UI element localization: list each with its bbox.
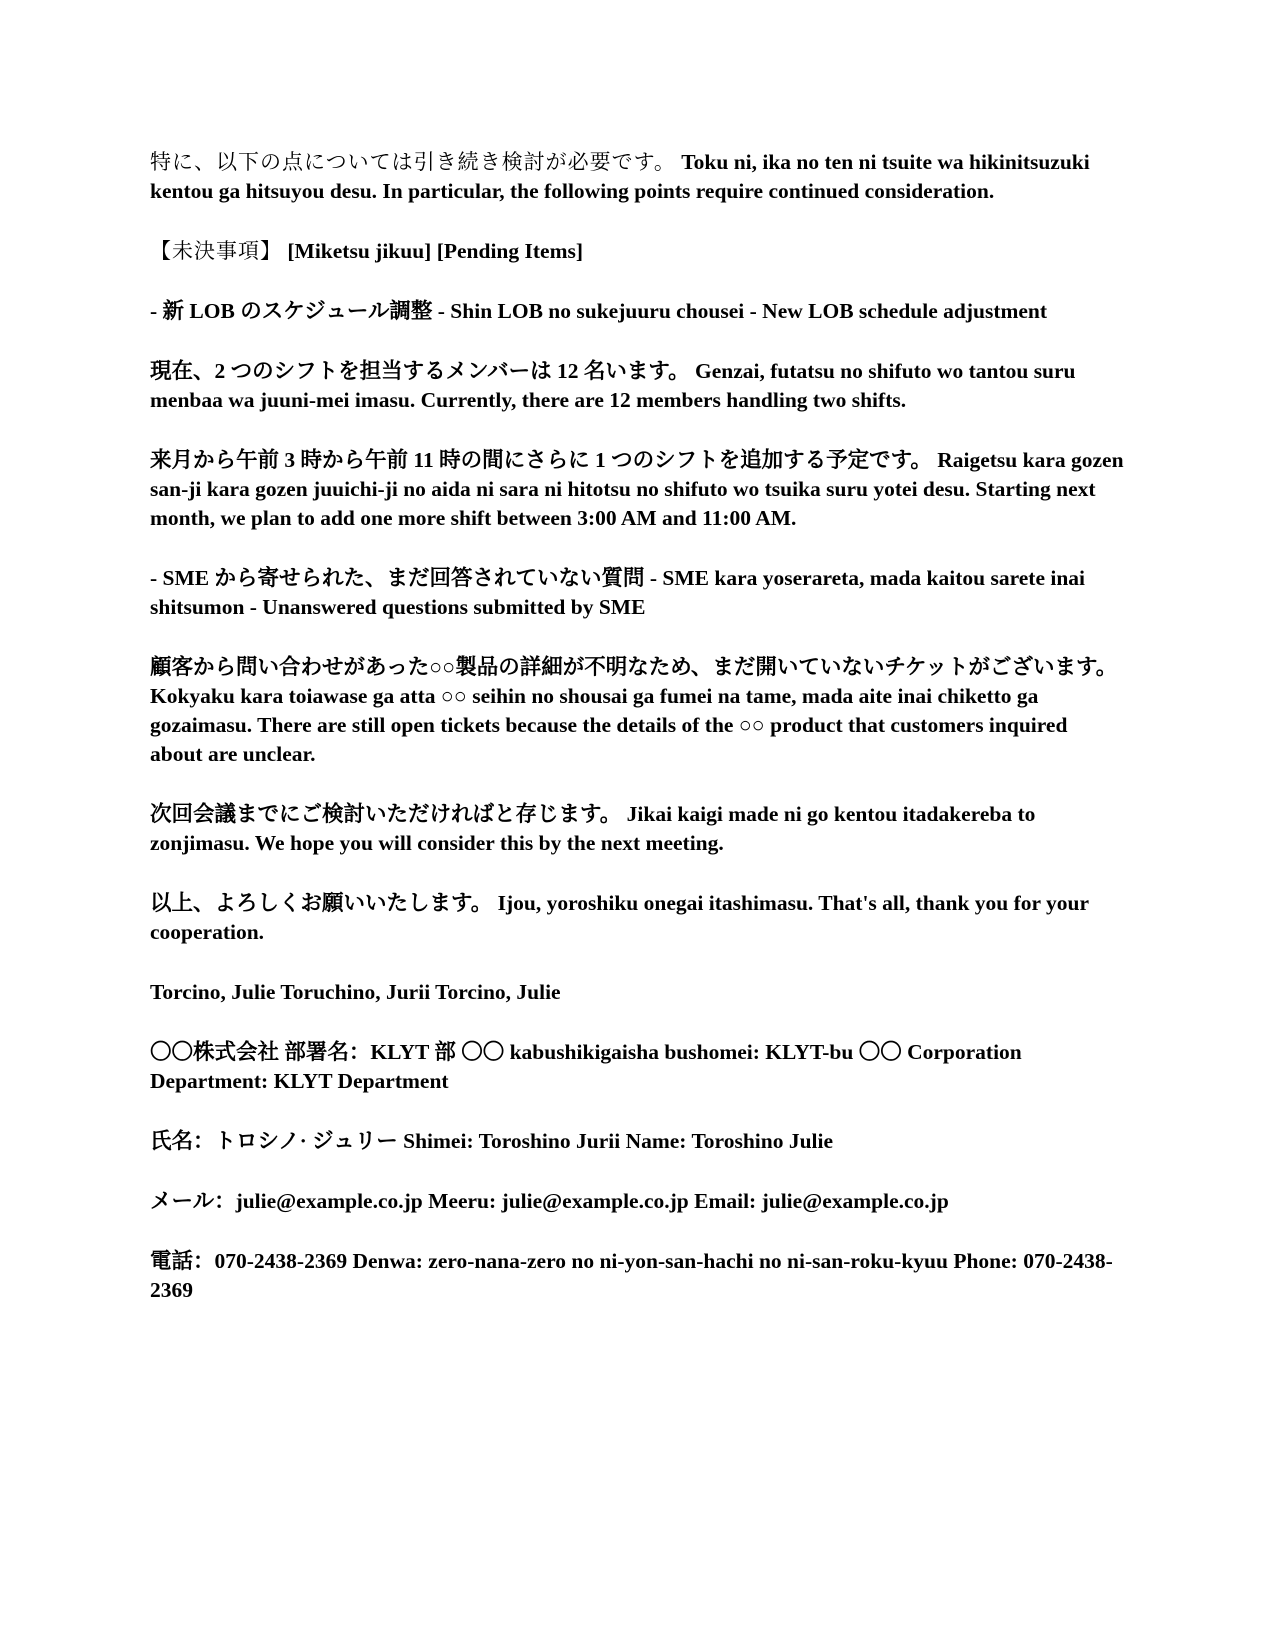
paragraph-intro-translation: Toku ni, ika no ten ni tsuite wa hikinitsuzuki kentou ga hitsuyou desu. In particular, the following points require continued consideration. [150,150,1090,203]
paragraph-intro [150,148,1125,206]
pending-item-lob-schedule: - 新 LOB のスケジュール調整 - Shin LOB no sukejuuru chousei - New LOB schedule adjustment [150,299,1048,323]
signature-name: Torcino, Julie Toruchino, Jurii Torcino, Julie [150,980,561,1004]
section-heading-japanese: 【未決事項】 [150,239,282,263]
paragraph-next-meeting: 次回会議までにご検討いただければと存じます。 Jikai kaigi made ni go kentou itadakereba to zonjimasu. We hope you will consider this by the next meeting. [150,802,1036,855]
document-page [150,148,1125,1336]
section-heading-translation: [Miketsu jikuu] [Pending Items] [282,239,584,263]
signature-email: メール：julie@example.co.jp Meeru: julie@example.co.jp Email: julie@example.co.jp [150,1189,949,1213]
signature-company-department: 〇〇株式会社 部署名：KLYT 部 〇〇 kabushikigaisha bushomei: KLYT-bu 〇〇 Corporation Department: KLYT Department [150,1040,1022,1093]
paragraph-open-tickets: 顧客から問い合わせがあった○○製品の詳細が不明なため、まだ開いていないチケットがございます。 Kokyaku kara toiawase ga atta ○○ seihin no shousai ga fumei na tame, mada aite inai chiketto ga gozaimasu. There are still open tickets because the details of the ○○ product that customers inquired about are unclear. [150,655,1118,766]
pending-item-sme-questions: - SME から寄せられた、まだ回答されていない質問 - SME kara yoserareta, mada kaitou sarete inai shitsumon - Unanswered questions submitted by SME [150,566,1086,619]
signature-phone: 電話：070-2438-2369 Denwa: zero-nana-zero no ni-yon-san-hachi no ni-san-roku-kyuu Phone: 070-2438-2369 [150,1249,1113,1302]
section-heading-pending-items [150,237,1125,266]
paragraph-closing: 以上、よろしくお願いいたします。 Ijou, yoroshiku onegai itashimasu. That's all, thank you for your cooperation. [150,891,1089,944]
paragraph-current-shifts: 現在、2 つのシフトを担当するメンバーは 12 名います。 Genzai, futatsu no shifuto wo tantou suru menbaa wa juuni-mei imasu. Currently, there are 12 members handling two shifts. [150,359,1076,412]
paragraph-intro-japanese: 特に、以下の点については引き続き検討が必要です。 [150,150,676,174]
signature-full-name: 氏名：トロシノ· ジュリー Shimei: Toroshino Jurii Name: Toroshino Julie [150,1129,834,1153]
paragraph-new-shift: 来月から午前 3 時から午前 11 時の間にさらに 1 つのシフトを追加する予定です。 Raigetsu kara gozen san-ji kara gozen juuichi-ji no aida ni sara ni hitotsu no shifuto wo tsuika suru yotei desu. Starting next month, we plan to add one more shift between 3:00 AM and 11:00 AM. [150,448,1124,530]
